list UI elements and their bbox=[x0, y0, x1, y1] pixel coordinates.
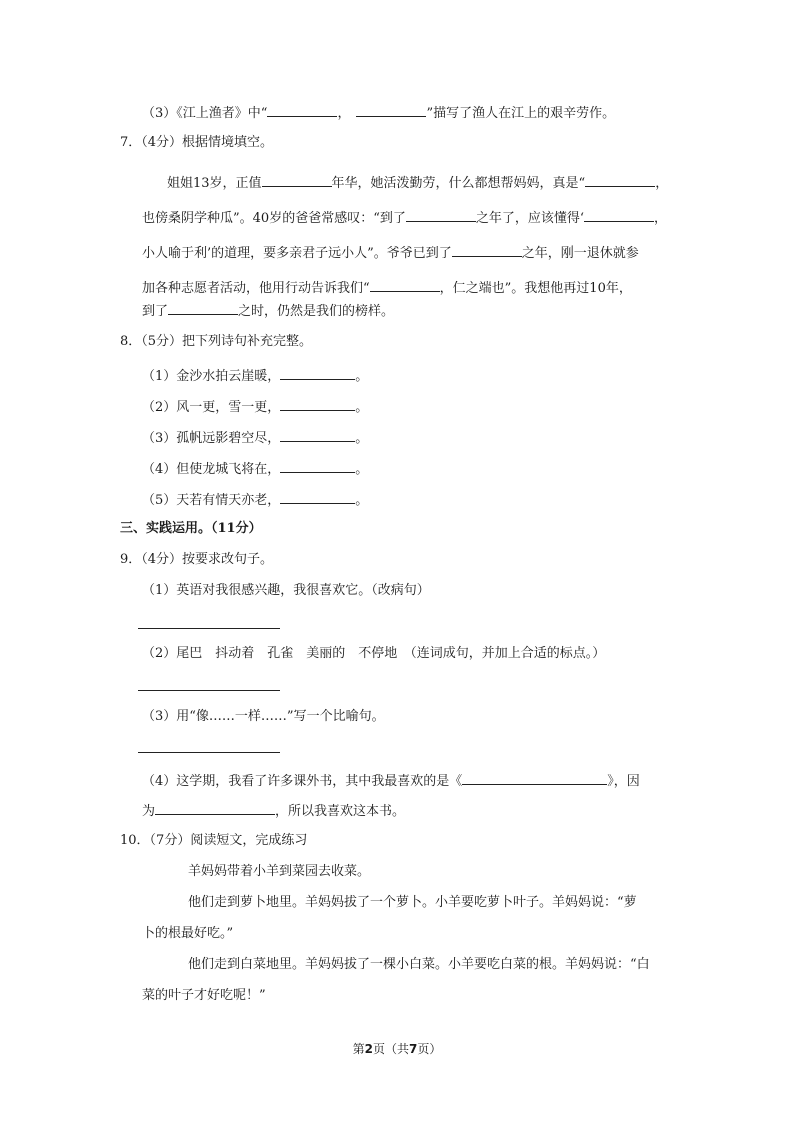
poem-line: （1）金沙水拍云崖暖， bbox=[142, 369, 281, 384]
text-segment: 加各种志愿者活动，他用行动告诉我们“ bbox=[142, 281, 370, 296]
answer-blank[interactable] bbox=[267, 102, 337, 117]
text-segment: 为 bbox=[142, 804, 156, 819]
poem-line: （2）风一更，雪一更， bbox=[142, 400, 281, 415]
text-segment: 之年了，应该懂得‘ bbox=[475, 211, 584, 226]
poem-line: （5）天若有情天亦老， bbox=[142, 493, 281, 508]
period: 。 bbox=[355, 400, 369, 415]
poem-item bbox=[142, 427, 368, 447]
answer-blank[interactable] bbox=[585, 172, 655, 187]
poem-line: （4）但使龙城飞将在， bbox=[142, 462, 281, 477]
q6-3-title: 《江上渔者》中“ bbox=[176, 106, 268, 121]
footer-text: 页（共 bbox=[372, 1042, 409, 1056]
text-segment: （4）这学期，我看了许多课外书，其中我最喜欢的是《 bbox=[142, 774, 463, 789]
period: 。 bbox=[355, 369, 369, 384]
text-segment: 之时，仍然是我们的榜样。 bbox=[238, 304, 395, 319]
q6-3-line bbox=[142, 102, 615, 122]
page-footer bbox=[0, 1040, 794, 1058]
text-segment: 》，因 bbox=[607, 774, 640, 789]
period: 。 bbox=[355, 493, 369, 508]
q9-heading: 9．（4分）按要求改句子。 bbox=[120, 552, 274, 567]
answer-blank[interactable] bbox=[356, 102, 426, 117]
text-segment: 之年，刚一退休就参 bbox=[521, 246, 639, 261]
text-segment: 也傍桑阴学种瓜”。40岁的爸爸常感叹：“到了 bbox=[142, 211, 406, 226]
q9-sub-4 bbox=[142, 770, 640, 790]
footer-text: 第 bbox=[352, 1042, 365, 1056]
poem-item bbox=[142, 489, 368, 509]
poem-item bbox=[142, 365, 368, 385]
poem-item bbox=[142, 458, 368, 478]
answer-line[interactable] bbox=[138, 690, 280, 691]
text-segment: ，所以我喜欢这本书。 bbox=[275, 804, 406, 819]
text-segment: 小人喻于利’的道理，要多亲君子远小人”。爷爷已到了 bbox=[142, 246, 452, 261]
answer-blank[interactable] bbox=[584, 207, 654, 222]
answer-blank[interactable] bbox=[280, 458, 355, 473]
page-total: 7 bbox=[409, 1042, 418, 1056]
answer-blank[interactable] bbox=[370, 277, 440, 292]
q8-heading: 8．（5分）把下列诗句补充完整。 bbox=[120, 334, 313, 349]
story-paragraph: 羊妈妈带着小羊到菜园去收菜。 bbox=[188, 864, 371, 879]
story-paragraph-cont: 卜的根最好吃。” bbox=[142, 926, 234, 941]
answer-blank[interactable] bbox=[280, 365, 355, 380]
comma: ， bbox=[337, 106, 351, 121]
footer-text: 页） bbox=[417, 1042, 442, 1056]
text-segment: 到了 bbox=[142, 304, 169, 319]
text-segment: 年华，她活泼勤劳，什么都想帮妈妈，真是“ bbox=[331, 176, 586, 191]
q6-3-end: ”描写了渔人在江上的艰辛劳作。 bbox=[426, 106, 616, 121]
story-paragraph: 他们走到萝卜地里。羊妈妈拔了一个萝卜。小羊要吃萝卜叶子。羊妈妈说：“萝 bbox=[188, 895, 637, 910]
q7-line-2 bbox=[142, 207, 667, 227]
q6-3-num: （3） bbox=[142, 106, 177, 121]
q7-line-4 bbox=[142, 277, 632, 297]
answer-line[interactable] bbox=[138, 628, 280, 629]
q9-sub-2: （2）尾巴 抖动着 孔雀 美丽的 不停地 （连词成句，并加上合适的标点。） bbox=[142, 646, 606, 661]
q9-sub-3: （3）用“像……一样……”写一个比喻句。 bbox=[142, 709, 385, 724]
q9-sub-4-cont bbox=[142, 800, 405, 820]
q9-sub-1: （1）英语对我很感兴趣，我很喜欢它。（改病句） bbox=[142, 583, 430, 598]
answer-blank[interactable] bbox=[168, 300, 238, 315]
q7-heading: 7．（4分）根据情境填空。 bbox=[120, 135, 274, 150]
period: 。 bbox=[355, 462, 369, 477]
q7-line-3 bbox=[142, 242, 639, 262]
q10-heading: 10．（7分）阅读短文，完成练习 bbox=[120, 833, 308, 848]
page-number: 2 bbox=[364, 1042, 373, 1056]
answer-blank[interactable] bbox=[462, 770, 607, 785]
poem-item bbox=[142, 396, 368, 416]
text-segment: 姐姐13岁，正值 bbox=[167, 176, 262, 191]
answer-blank[interactable] bbox=[280, 427, 355, 442]
text-segment: ， bbox=[653, 211, 667, 226]
answer-blank[interactable] bbox=[406, 207, 476, 222]
section-heading: 三、实践运用。（11分） bbox=[120, 521, 262, 536]
story-paragraph-cont: 菜的叶子才好吃呢！” bbox=[142, 988, 266, 1003]
q7-line-5 bbox=[142, 300, 394, 320]
answer-blank[interactable] bbox=[452, 242, 522, 257]
text-segment: ，仁之端也”。我想他再过10年， bbox=[439, 281, 632, 296]
answer-line[interactable] bbox=[138, 752, 280, 753]
story-paragraph: 他们走到白菜地里。羊妈妈拔了一棵小白菜。小羊要吃白菜的根。羊妈妈说：“白 bbox=[188, 957, 650, 972]
answer-blank[interactable] bbox=[262, 172, 332, 187]
poem-line: （3）孤帆远影碧空尽， bbox=[142, 431, 281, 446]
answer-blank[interactable] bbox=[280, 396, 355, 411]
answer-blank[interactable] bbox=[155, 800, 275, 815]
q7-line-1 bbox=[167, 172, 668, 192]
text-segment: ， bbox=[655, 176, 669, 191]
answer-blank[interactable] bbox=[280, 489, 355, 504]
period: 。 bbox=[355, 431, 369, 446]
